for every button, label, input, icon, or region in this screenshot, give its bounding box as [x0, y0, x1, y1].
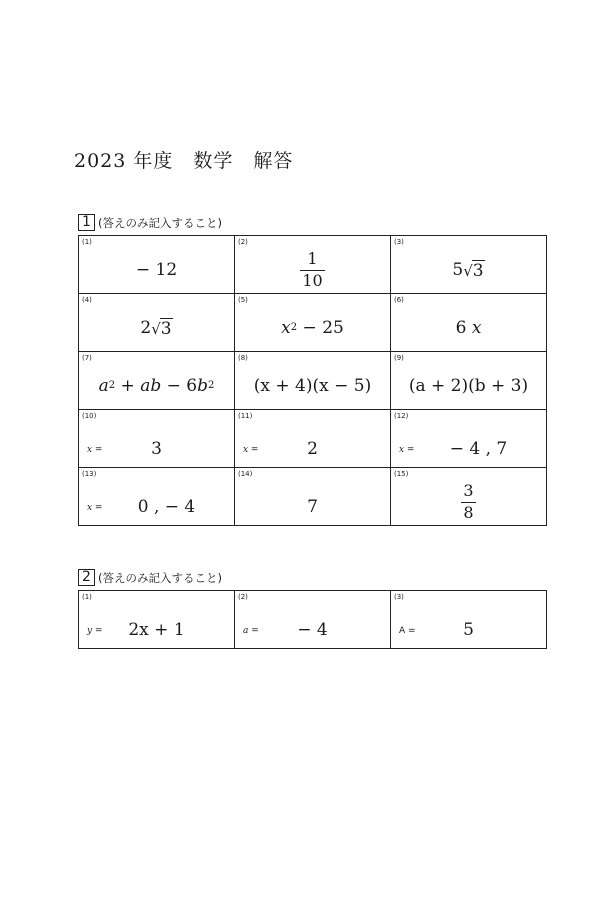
answer-value: 2x + 1	[128, 619, 185, 640]
answer-value: − 4 , 7	[449, 438, 508, 459]
radical-sign-icon: √	[151, 319, 161, 338]
coefficient: 5	[452, 260, 464, 280]
answer-variable-label: x =	[399, 445, 415, 455]
answer-cell	[391, 591, 547, 649]
answer-value: − 12	[135, 260, 178, 280]
answer-cell	[391, 352, 547, 410]
answer-cell	[79, 410, 235, 468]
answer-cell	[79, 352, 235, 410]
answer-variable-label: x =	[87, 445, 103, 455]
section-number: 2	[78, 569, 95, 586]
answer-cell	[391, 294, 547, 352]
radicand: 3	[160, 318, 172, 339]
denominator: 8	[463, 502, 474, 522]
question-number: (3)	[394, 238, 404, 246]
answer-value: 5	[463, 619, 474, 640]
answer-variable-label: A =	[399, 626, 416, 636]
question-number: (13)	[82, 470, 97, 478]
question-number: (14)	[238, 470, 253, 478]
answer-value	[79, 305, 234, 351]
answer-variable-label: a =	[243, 626, 259, 636]
answer-value: 0 , − 4	[137, 496, 196, 517]
question-number: (5)	[238, 296, 248, 304]
answer-value: 3	[151, 438, 162, 459]
question-number: (1)	[82, 593, 92, 601]
question-number: (9)	[394, 354, 404, 362]
answer-value: x 2 − 25	[281, 318, 344, 338]
coefficient: 6	[455, 318, 467, 338]
answer-cell	[235, 236, 391, 294]
answer-cell	[391, 410, 547, 468]
question-number: (8)	[238, 354, 248, 362]
question-number: (3)	[394, 593, 404, 601]
section-note: (答えのみ記入すること)	[98, 570, 222, 585]
answer-value: 7	[307, 496, 318, 517]
question-number: (4)	[82, 296, 92, 304]
answer-cell	[391, 236, 547, 294]
answer-cell	[79, 294, 235, 352]
numerator: 1	[307, 248, 318, 268]
answer-grid-section-2	[78, 590, 547, 649]
variable: x	[471, 318, 482, 338]
answer-variable-label: x =	[87, 503, 103, 513]
page-title: 2023 年度 数学 解答	[74, 150, 294, 172]
question-number: (15)	[394, 470, 409, 478]
answer-value: 2	[307, 438, 318, 459]
answer-cell	[235, 352, 391, 410]
answer-value	[235, 247, 390, 293]
section-2-header	[78, 569, 222, 586]
question-number: (7)	[82, 354, 92, 362]
term: − 25	[297, 318, 344, 338]
answer-value	[391, 479, 546, 525]
question-number: (6)	[394, 296, 404, 304]
term: − 6	[161, 376, 198, 396]
answer-cell	[79, 468, 235, 526]
answer-value: (x + 4)(x − 5)	[253, 376, 372, 396]
square-root	[463, 260, 484, 281]
answer-cell	[391, 468, 547, 526]
radicand: 3	[472, 260, 484, 281]
section-note: (答えのみ記入すること)	[98, 215, 222, 230]
answer-cell	[79, 591, 235, 649]
answer-value: (a + 2)(b + 3)	[408, 376, 529, 396]
question-number: (1)	[82, 238, 92, 246]
answer-value: − 4	[297, 619, 328, 640]
radical-sign-icon: √	[463, 261, 473, 280]
answer-grid-section-1	[78, 235, 547, 526]
answer-variable-label: y =	[87, 626, 103, 636]
section-1-header	[78, 214, 222, 231]
answer-value: a 2 + ab − 6 b 2	[98, 376, 215, 396]
denominator: 10	[302, 270, 323, 290]
operator: +	[115, 376, 141, 396]
section-number: 1	[78, 214, 95, 231]
answer-cell	[235, 410, 391, 468]
square-root	[151, 318, 172, 339]
numerator: 3	[463, 480, 474, 500]
answer-cell	[235, 591, 391, 649]
answer-value	[391, 247, 546, 293]
fraction	[302, 248, 323, 290]
variable: a	[98, 376, 109, 396]
question-number: (10)	[82, 412, 97, 420]
answer-variable-label: x =	[243, 445, 259, 455]
answer-value	[391, 305, 546, 351]
question-number: (2)	[238, 238, 248, 246]
variable: x	[281, 318, 291, 338]
question-number: (12)	[394, 412, 409, 420]
question-number: (2)	[238, 593, 248, 601]
fraction	[463, 480, 474, 522]
variable: ab	[140, 376, 162, 396]
answer-cell	[235, 294, 391, 352]
variable: b	[197, 376, 208, 396]
answer-cell	[79, 236, 235, 294]
question-number: (11)	[238, 412, 253, 420]
coefficient: 2	[140, 318, 152, 338]
answer-cell	[235, 468, 391, 526]
